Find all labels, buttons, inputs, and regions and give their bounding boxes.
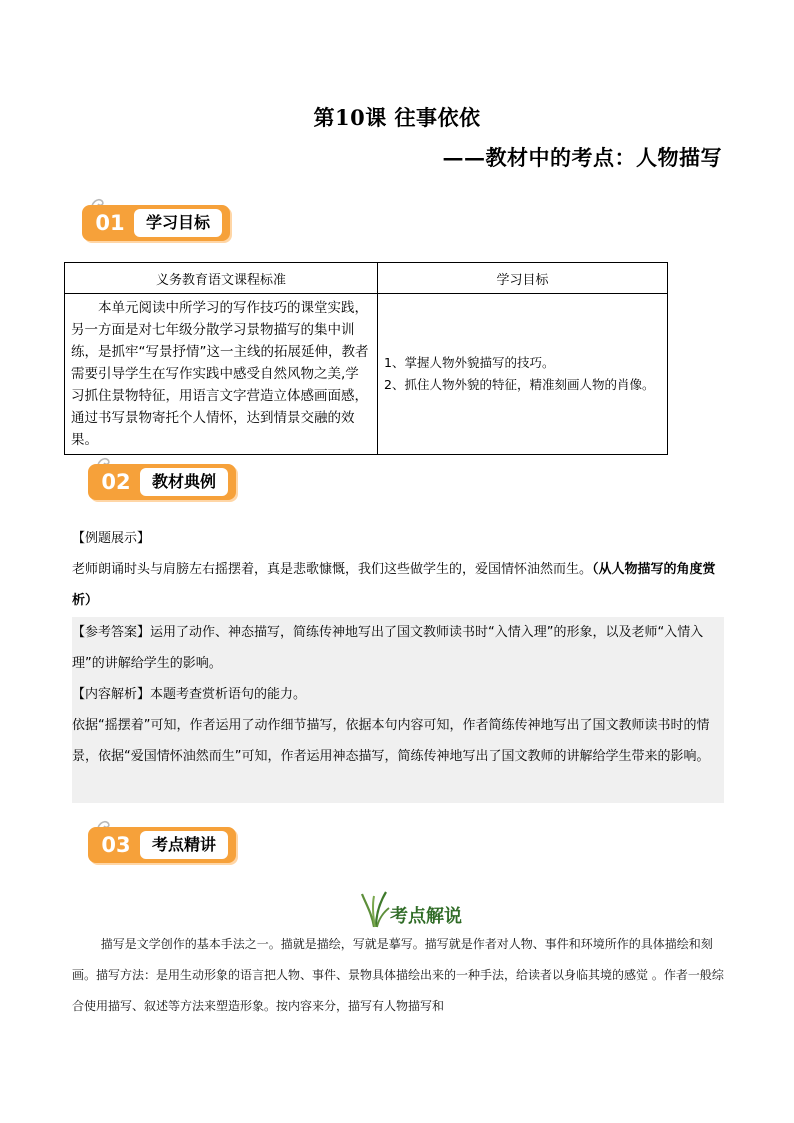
answer-block bbox=[72, 617, 724, 803]
analysis-label: 【内容解析】 bbox=[72, 687, 151, 702]
section-number: 03 bbox=[101, 833, 131, 857]
section-label: 学习目标 bbox=[134, 209, 222, 237]
analysis-detail: 依据“摇摆着”可知，作者运用了动作细节描写，依据本句内容可知，作者简练传神地写出了国文教师读书时的情景，依据“爱国情怀油然而生”可知，作者运用神态描写，简练传神地写出了国文教师的讲解给学生带来的影响。 bbox=[72, 718, 710, 764]
section-badge-01 bbox=[82, 195, 242, 239]
standard-cell bbox=[65, 294, 378, 455]
answer-text: 运用了动作、神态描写，简练传神地写出了国文教师读书时“入情入理”的形象，以及老师“入情入理”的讲解给学生的影响。 bbox=[72, 625, 704, 671]
analysis-text: 本题考查赏析语句的能力。 bbox=[150, 687, 307, 702]
lesson-subtitle: ——教材中的考点：人物描写 bbox=[442, 145, 722, 170]
goals-cell bbox=[378, 294, 668, 455]
section-number: 02 bbox=[101, 470, 131, 494]
example-heading: 【例题展示】 bbox=[72, 531, 151, 546]
question-hint: （从人物描写的角度赏析） bbox=[72, 562, 716, 608]
table-header-standard: 义务教育语文课程标准 bbox=[65, 263, 378, 294]
kaodian-text: 描写是文学创作的基本手法之一。描就是描绘，写就是摹写。描写就是作者对人物、事件和环境所作的具体描绘和刻画。描写方法：是用生动形象的语言把人物、事件、景物具体描绘出来的一种手法，给读者以身临其境的感觉 。作者一般综合使用描写、叙述等方法来塑造形象。按内容来分，描写有人物描写和 bbox=[72, 937, 724, 1013]
standard-text: 本单元阅读中所学习的写作技巧的课堂实践，另一方面是对七年级分散学习景物描写的集中训练，是抓牢“写景抒情”这一主线的拓展延伸，教者需要引导学生在写作实践中感受自然风物之美,学习抓住景物特征，用语言文字营造立体感画面感，通过书写景物寄托个人情怀，达到情景交融的效果。 bbox=[71, 300, 369, 448]
grass-icon bbox=[360, 888, 390, 928]
kaodian-title: 考点解说 bbox=[390, 906, 462, 927]
section-label: 教材典例 bbox=[140, 468, 228, 496]
goals-table bbox=[64, 262, 668, 455]
lesson-title: 第10课 往事依依 bbox=[313, 105, 481, 130]
section-number: 01 bbox=[95, 211, 125, 235]
example-question: 老师朗诵时头与肩膀左右摇摆着，真是悲歌慷慨，我们这些做学生的，爱国情怀油然而生。（从人物描写的角度赏析） bbox=[72, 562, 716, 608]
goal-item: 2、抓住人物外貌的特征，精准刻画人物的肖像。 bbox=[384, 377, 655, 392]
kaodian-heading bbox=[360, 888, 500, 928]
table-header-goals: 学习目标 bbox=[378, 263, 668, 294]
section-badge-02 bbox=[88, 454, 248, 498]
section-label: 考点精讲 bbox=[140, 831, 228, 859]
answer-label: 【参考答案】 bbox=[72, 625, 151, 640]
goal-item: 1、掌握人物外貌描写的技巧。 bbox=[384, 355, 555, 370]
section-badge-03 bbox=[88, 817, 248, 861]
